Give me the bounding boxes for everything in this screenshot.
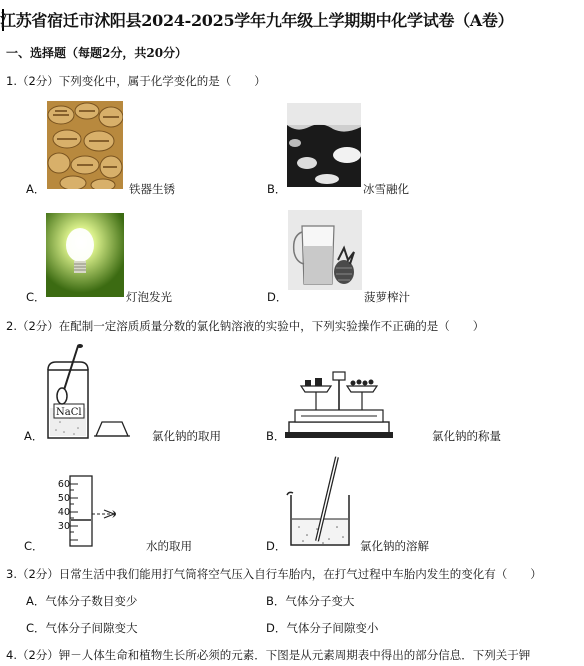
pineapple-juice-image [288, 210, 362, 290]
rusty-iron-image [47, 101, 123, 189]
q2-option-b-letter: B． [266, 429, 286, 443]
q2-option-c-caption: 水的取用 [146, 539, 192, 553]
q1-option-d-caption: 菠萝榨汁 [364, 290, 410, 304]
q3-option-d: D．气体分子间隙变小 [266, 621, 379, 635]
q1-option-a-letter: A． [26, 182, 46, 196]
q1-option-d-letter: D． [267, 290, 288, 304]
cylinder-ticks [48, 478, 70, 534]
beaker-stirring-diagram [285, 455, 355, 550]
section-heading: 一、选择题（每题2分，共20分） [6, 46, 188, 60]
q3-option-b: B．气体分子变大 [266, 594, 355, 608]
question-2-stem: 2.（2分）在配制一定溶质质量分数的氯化钠溶液的实验中，下列实验操作不正确的是（ ） [6, 319, 485, 333]
melting-snow-image [287, 103, 361, 187]
stopper-diagram [92, 418, 132, 438]
q2-option-c-letter: C． [24, 539, 44, 553]
question-3-stem: 3.（2分）日常生活中我们能用打气筒将空气压入自行车胎内，在打气过程中车胎内发生的变化有（ ） [6, 567, 542, 581]
glowing-bulb-image [46, 213, 124, 297]
nacl-label: NaCl [56, 407, 82, 418]
question-1-stem: 1.（2分）下列变化中，属于化学变化的是（ ） [6, 74, 266, 88]
cylinder-tick: 40 [57, 507, 70, 518]
q1-option-c-letter: C． [26, 290, 46, 304]
q2-option-a-caption: 氯化钠的取用 [152, 429, 221, 443]
q2-option-a-letter: A． [24, 429, 44, 443]
q3-option-a: A．气体分子数目变少 [26, 594, 138, 608]
q3-option-c: C．气体分子间隙变大 [26, 621, 138, 635]
cylinder-tick: 60 [57, 479, 70, 490]
q1-option-a-caption: 铁器生锈 [129, 182, 175, 196]
cylinder-tick: 30 [57, 521, 70, 532]
question-4-stem: 4.（2分）钾－人体生命和植物生长所必须的元素．下图是从元素周期表中得出的部分信息．下列关于钾 [6, 648, 531, 662]
cylinder-tick: 50 [57, 493, 70, 504]
q1-option-b-letter: B． [267, 182, 287, 196]
q2-option-b-caption: 氯化钠的称量 [432, 429, 501, 443]
q1-option-b-caption: 冰雪融化 [363, 182, 409, 196]
page-title: 江苏省宿迁市沭阳县2024-2025学年九年级上学期期中化学试卷（A卷） [0, 11, 514, 30]
q2-option-d-letter: D． [266, 539, 287, 553]
q2-option-d-caption: 氯化钠的溶解 [360, 539, 429, 553]
q1-option-c-caption: 灯泡发光 [126, 290, 172, 304]
balance-scale-diagram [285, 370, 393, 440]
